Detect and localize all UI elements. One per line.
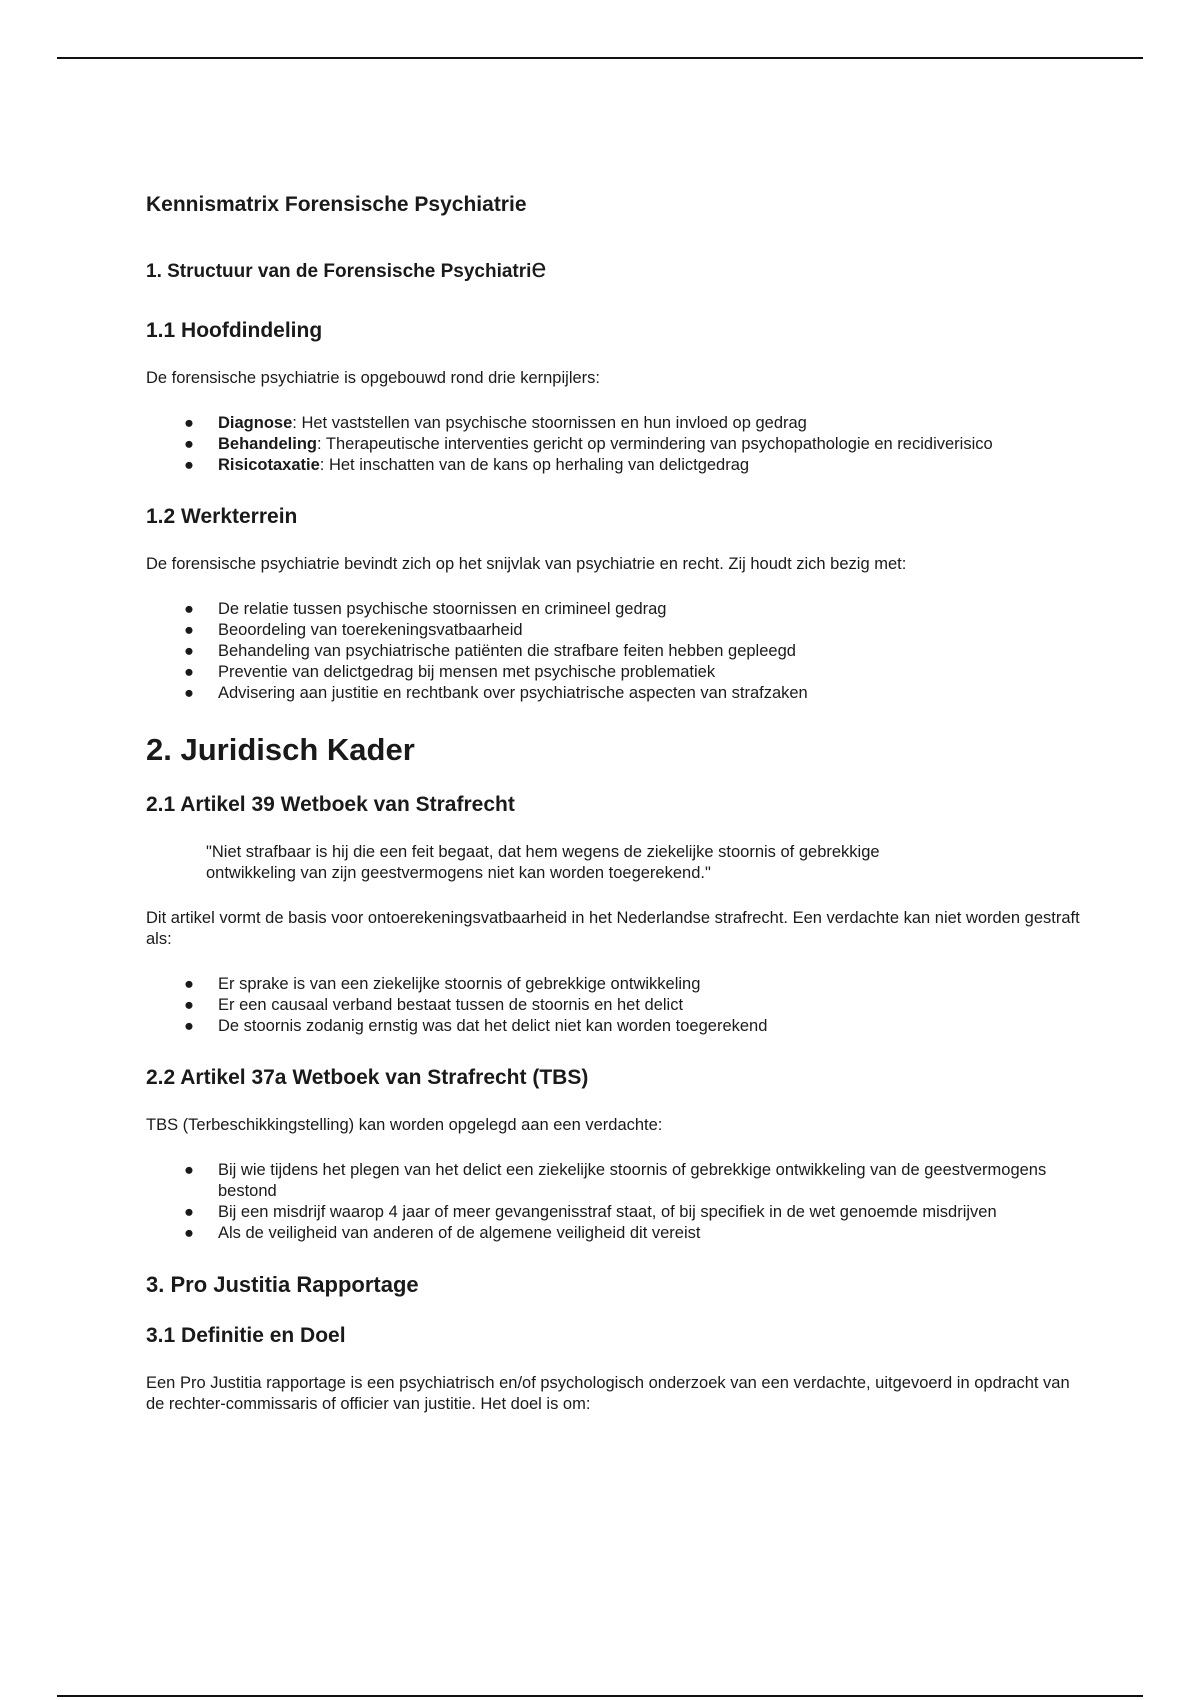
- top-rule: [57, 57, 1143, 59]
- list-item: [146, 974, 1091, 995]
- section-1-heading-text: 1. Structuur van de Forensische Psychiatri: [146, 261, 532, 282]
- list-item: [146, 1202, 1091, 1223]
- bullet-icon: ●: [184, 663, 194, 681]
- list-item-text: Er een causaal verband bestaat tussen de stoornis en het delict: [218, 996, 684, 1014]
- list-item-text: Als de veiligheid van anderen of de algemene veiligheid dit vereist: [218, 1224, 701, 1242]
- section-2-1-list: [146, 974, 1091, 1037]
- list-item: [146, 1223, 1091, 1244]
- section-1-2-list: [146, 599, 1091, 704]
- document-body: [146, 190, 1091, 1439]
- list-item-text: Advisering aan justitie en rechtbank over psychiatrische aspecten van strafzaken: [218, 684, 808, 702]
- list-item: [146, 620, 1091, 641]
- list-item-text: De relatie tussen psychische stoornissen en crimineel gedrag: [218, 600, 667, 618]
- bullet-icon: ●: [184, 1017, 194, 1035]
- list-item-text: Bij wie tijdens het plegen van het delict een ziekelijke stoornis of gebrekkige ontwikkeling van de geestvermogens bestond: [218, 1161, 1047, 1200]
- bullet-icon: ●: [184, 1161, 194, 1179]
- section-2-1-heading: 2.1 Artikel 39 Wetboek van Strafrecht: [146, 793, 515, 816]
- section-1-2-intro: De forensische psychiatrie bevindt zich op het snijvlak van psychiatrie en recht. Zij houdt zich bezig met:: [146, 555, 907, 573]
- section-2-1-intro: Dit artikel vormt de basis voor ontoerekeningsvatbaarheid in het Nederlandse strafrecht. Een verdachte kan niet worden gestraft als:: [146, 909, 1080, 948]
- list-item-text: : Het inschatten van de kans op herhaling van delictgedrag: [319, 456, 750, 474]
- list-item-text: De stoornis zodanig ernstig was dat het delict niet kan worden toegerekend: [218, 1017, 768, 1035]
- list-item-text: Beoordeling van toerekeningsvatbaarheid: [218, 621, 523, 639]
- section-1-1-intro: De forensische psychiatrie is opgebouwd rond drie kernpijlers:: [146, 369, 600, 387]
- bullet-icon: ●: [184, 684, 194, 702]
- list-item: [146, 1016, 1091, 1037]
- list-item-text: : Therapeutische interventies gericht op vermindering van psychopathologie en recidiverisico: [317, 435, 993, 453]
- bullet-icon: ●: [184, 996, 194, 1014]
- list-item: [146, 662, 1091, 683]
- list-item-text: Behandeling van psychiatrische patiënten die strafbare feiten hebben gepleegd: [218, 642, 796, 660]
- list-item-term: Risicotaxatie: [218, 456, 320, 474]
- section-1-heading-last-letter: e: [531, 253, 547, 283]
- list-item: [146, 455, 1091, 476]
- list-item: [146, 683, 1091, 704]
- bullet-icon: ●: [184, 456, 194, 474]
- section-3-1-heading: 3.1 Definitie en Doel: [146, 1324, 346, 1347]
- section-2-2-heading: 2.2 Artikel 37a Wetboek van Strafrecht (TBS): [146, 1066, 589, 1089]
- section-3-heading: 3. Pro Justitia Rapportage: [146, 1272, 419, 1297]
- section-3-1-intro: Een Pro Justitia rapportage is een psychiatrisch en/of psychologisch onderzoek van een verdachte, uitgevoerd in opdracht van de rechter-commissaris of officier van justitie. Het doel is om:: [146, 1374, 1070, 1413]
- bullet-icon: ●: [184, 975, 194, 993]
- list-item: [146, 599, 1091, 620]
- list-item-text: Er sprake is van een ziekelijke stoornis of gebrekkige ontwikkeling: [218, 975, 701, 993]
- bullet-icon: ●: [184, 414, 194, 432]
- bullet-icon: ●: [184, 642, 194, 660]
- section-1-1-list: [146, 413, 1091, 476]
- bullet-icon: ●: [184, 621, 194, 639]
- bullet-icon: ●: [184, 1224, 194, 1242]
- list-item: [146, 641, 1091, 662]
- section-2-2-intro: TBS (Terbeschikkingstelling) kan worden opgelegd aan een verdachte:: [146, 1116, 663, 1134]
- bottom-rule: [57, 1695, 1143, 1697]
- section-1-2-heading: 1.2 Werkterrein: [146, 505, 298, 528]
- list-item-text: Bij een misdrijf waarop 4 jaar of meer gevangenisstraf staat, of bij specifiek in de wet genoemde misdrijven: [218, 1203, 997, 1221]
- list-item-text: Preventie van delictgedrag bij mensen met psychische problematiek: [218, 663, 716, 681]
- list-item: [146, 1160, 1091, 1202]
- bullet-icon: ●: [184, 435, 194, 453]
- document-title: Kennismatrix Forensische Psychiatrie: [146, 193, 527, 216]
- list-item: [146, 995, 1091, 1016]
- article-39-quote: "Niet strafbaar is hij die een feit begaat, dat hem wegens de ziekelijke stoornis of gebrekkige ontwikkeling van zijn geestvermogens niet kan worden toegerekend.": [206, 843, 880, 882]
- list-item-term: Behandeling: [218, 435, 318, 453]
- list-item: [146, 434, 1091, 455]
- bullet-icon: ●: [184, 600, 194, 618]
- list-item-term: Diagnose: [218, 414, 293, 432]
- section-1-heading: [146, 253, 1091, 286]
- section-2-heading: 2. Juridisch Kader: [146, 732, 415, 767]
- list-item-text: : Het vaststellen van psychische stoornissen en hun invloed op gedrag: [292, 414, 807, 432]
- bullet-icon: ●: [184, 1203, 194, 1221]
- section-1-1-heading: 1.1 Hoofdindeling: [146, 319, 323, 342]
- list-item: [146, 413, 1091, 434]
- section-2-2-list: [146, 1160, 1091, 1244]
